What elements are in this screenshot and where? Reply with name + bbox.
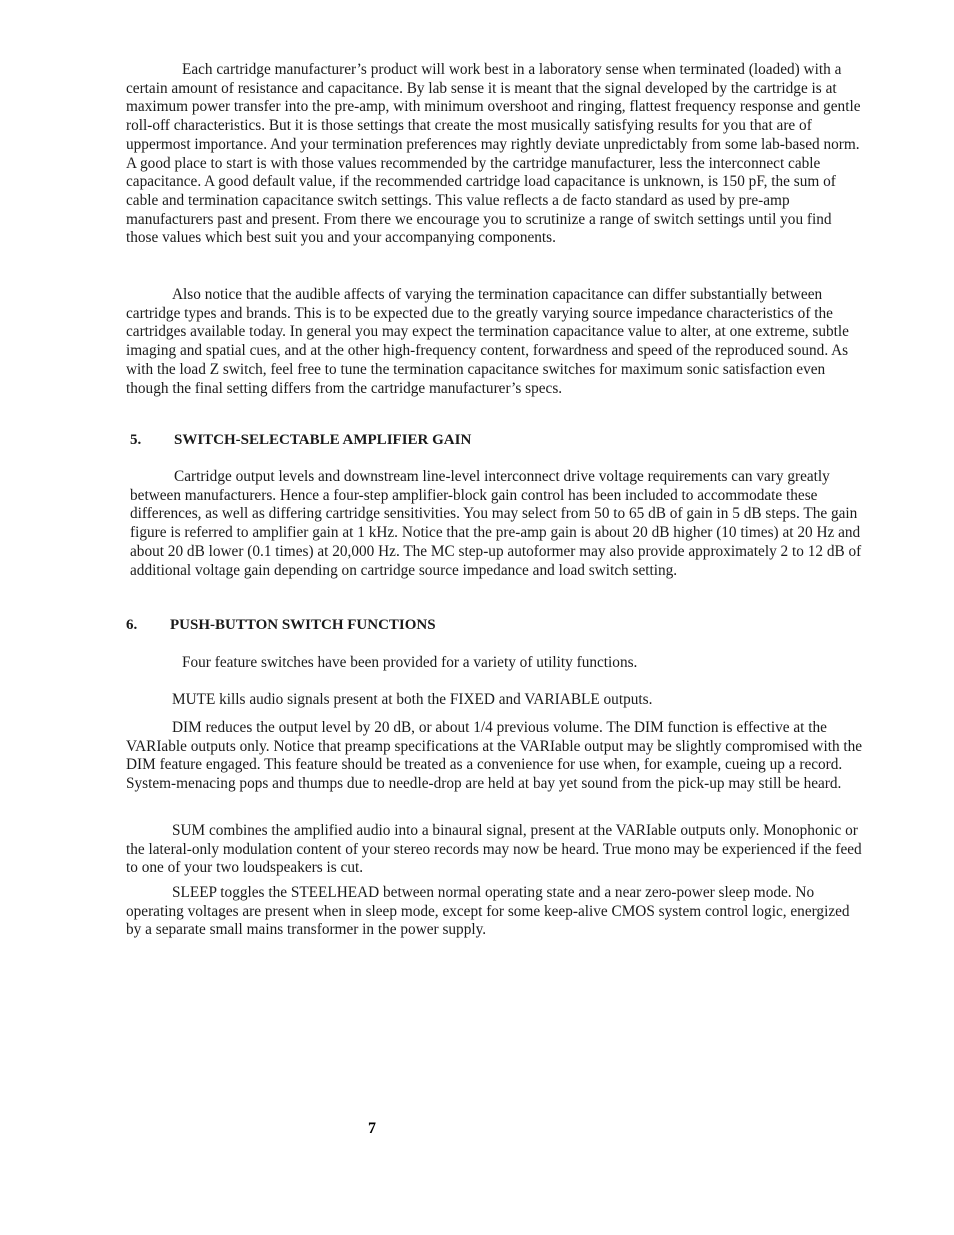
paragraph-sum: SUM combines the amplified audio into a binaural signal, present at the VARIable outputs only. Monophonic or the lateral-only modulation content of your stereo records may now be heard. True mono may be experienced if the feed to one of your two loudspeakers is cut. (126, 822, 862, 877)
paragraph-amplifier-gain: Cartridge output levels and downstream line-level interconnect drive voltage requirements can vary greatly between manufacturers. Hence a four-step amplifier-block gain control has been included to accommodate these differences, as well as differing cartridge sensitivities. You may select from 50 to 65 dB of gain in 5 dB steps. The gain figure is referred to amplifier gain at 1 kHz. Notice that the pre-amp gain is about 20 dB higher (10 times) at 20 Hz and about 20 dB lower (0.1 times) at 20,000 Hz. The MC step-up autoformer may also provide approximately 2 to 12 dB of additional voltage gain depending on cartridge source impedance and load switch setting. (130, 468, 862, 579)
section-heading-amplifier-gain (130, 431, 471, 450)
paragraph-sleep: SLEEP toggles the STEELHEAD between normal operating state and a near zero-power sleep mode. No operating voltages are present when in sleep mode, except for some keep-alive CMOS system control logic, energized by a separate small mains transformer in the power supply. (126, 884, 850, 939)
paragraph-dim: DIM reduces the output level by 20 dB, or about 1/4 previous volume. The DIM function is effective at the VARIable outputs only. Notice that preamp specifications at the VARIable output may be slightly compromised with the DIM feature engaged. This feature should be treated as a convenience for use when, for example, cueing up a record. System-menacing pops and thumps due to needle-drop are held at bay yet sound from the pick-up may still be heard. (126, 719, 863, 793)
section-title: PUSH-BUTTON SWITCH FUNCTIONS (170, 617, 436, 633)
page-number: 7 (368, 1120, 376, 1137)
paragraph-mute: MUTE kills audio signals present at both the FIXED and VARIABLE outputs. (172, 691, 653, 708)
paragraph-feature-switches: Four feature switches have been provided for a variety of utility functions. (182, 654, 638, 671)
section-number: 5. (130, 432, 142, 448)
section-title: SWITCH-SELECTABLE AMPLIFIER GAIN (174, 432, 472, 448)
paragraph-capacitance-effects: Also notice that the audible affects of varying the termination capacitance can differ substantially between cartridge types and brands. This is to be expected due to the greatly varying source impedance characteristics of the cartridges available today. In general you may expect the termination capacitance value to alter, at one extreme, subtle imaging and spatial cues, and at the other high-frequency content, forwardness and speed of the reproduced sound. As with the load Z switch, feel free to tune the termination capacitance switches for maximum sonic satisfaction even though the final setting differs from the cartridge manufacturer’s specs. (126, 286, 849, 397)
document-page (126, 0, 864, 1235)
paragraph-termination-preferences: Each cartridge manufacturer’s product will work best in a laboratory sense when terminated (loaded) with a certain amount of resistance and capacitance. By lab sense it is meant that the signal developed by the cartridge is at maximum power transfer into the pre-amp, with minimum overshoot and ringing, flattest frequency response and gentle roll-off characteristics. But it is those settings that create the most musically satisfying results for you that are of uppermost importance. And your termination preferences may rightly deviate unpredictably from some lab-based norm. A good place to start is with those values recommended by the cartridge manufacturer, less the interconnect cable capacitance. A good default value, if the recommended cartridge load capacitance is unknown, is 150 pF, the sum of cable and termination capacitance switch settings. This value reflects a de facto standard as used by pre-amp manufacturers past and present. From there we encourage you to scrutinize a range of switch settings until you find those values which best suit you and your accompanying components. (126, 61, 861, 247)
section-number: 6. (126, 617, 138, 633)
section-heading-push-button (126, 616, 436, 635)
